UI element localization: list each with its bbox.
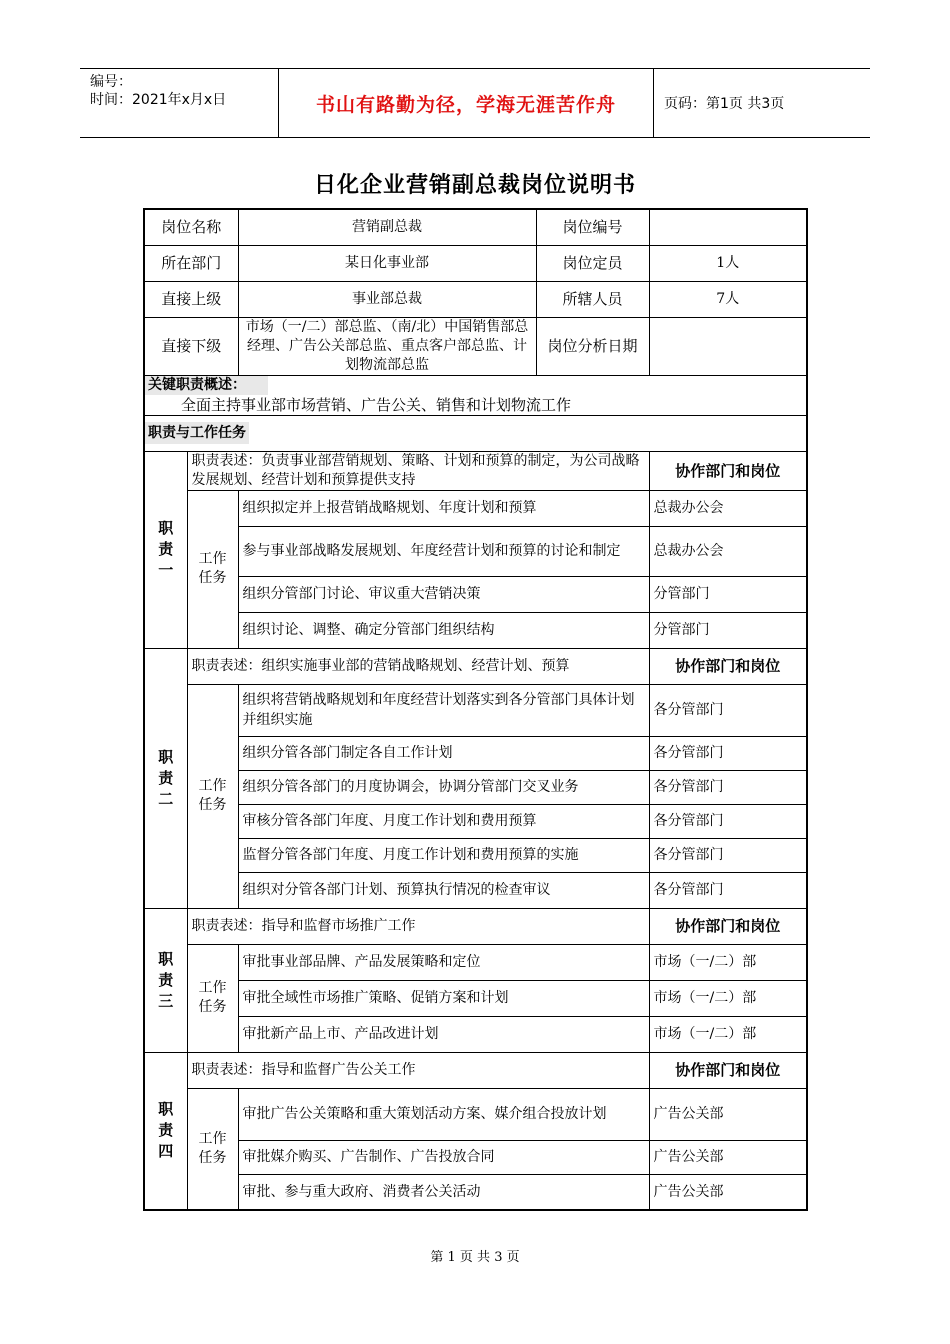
task-dept: 广告公关部 bbox=[649, 1174, 807, 1210]
label-subordinates-count: 所辖人员 bbox=[536, 281, 649, 317]
summary-text: 全面主持事业部市场营销、广告公关、销售和计划物流工作 bbox=[181, 395, 572, 414]
page-footer: 第 1 页 共 3 页 bbox=[430, 1250, 520, 1265]
duty-name-text: 职责三 bbox=[158, 949, 174, 1010]
task-dept: 总裁办公会 bbox=[649, 526, 807, 576]
task-dept: 分管部门 bbox=[649, 612, 807, 648]
row-position-name bbox=[144, 209, 807, 245]
duties-heading: 职责与工作任务 bbox=[145, 422, 249, 444]
task-label-cell bbox=[187, 490, 238, 648]
task-text: 审批媒介购买、广告制作、广告投放合同 bbox=[238, 1140, 649, 1174]
page-header bbox=[80, 68, 870, 138]
task-label: 工作任务 bbox=[198, 551, 227, 586]
task-text: 组织将营销战略规划和年度经营计划落实到各分管部门具体计划并组织实施 bbox=[238, 684, 649, 736]
task-dept: 广告公关部 bbox=[649, 1088, 807, 1140]
number-label: 编号： bbox=[90, 74, 132, 90]
task-text: 参与事业部战略发展规划、年度经营计划和预算的讨论和制定 bbox=[238, 526, 649, 576]
task-dept: 分管部门 bbox=[649, 576, 807, 612]
label-superior: 直接上级 bbox=[144, 281, 238, 317]
motto: 书山有路勤为径，学海无涯苦作舟 bbox=[278, 69, 654, 137]
duty-name-text: 职责四 bbox=[158, 1100, 174, 1161]
row-summary bbox=[144, 375, 807, 415]
task-label: 工作任务 bbox=[198, 1130, 227, 1166]
page-info: 页码：第1页 共3页 bbox=[664, 96, 785, 112]
task-row bbox=[144, 804, 807, 838]
task-dept: 各分管部门 bbox=[649, 804, 807, 838]
task-row bbox=[144, 872, 807, 908]
task-dept: 各分管部门 bbox=[649, 684, 807, 736]
value-headcount: 1人 bbox=[649, 245, 807, 281]
task-text: 审核分管各部门年度、月度工作计划和费用预算 bbox=[238, 804, 649, 838]
task-row bbox=[144, 1140, 807, 1174]
task-row bbox=[144, 770, 807, 804]
task-text: 监督分管各部门年度、月度工作计划和费用预算的实施 bbox=[238, 838, 649, 872]
task-text: 审批全域性市场推广策略、促销方案和计划 bbox=[238, 980, 649, 1016]
label-analysis-date: 岗位分析日期 bbox=[536, 317, 649, 375]
label-position-name: 岗位名称 bbox=[144, 209, 238, 245]
duty-description: 职责表述：负责事业部营销规划、策略、计划和预算的制定，为公司战略发展规划、经营计划和预算提供支持 bbox=[187, 451, 649, 490]
summary-label: 关键职责概述： bbox=[145, 376, 268, 395]
value-position-name: 营销副总裁 bbox=[238, 209, 536, 245]
task-row bbox=[144, 1174, 807, 1210]
task-row bbox=[144, 736, 807, 770]
coop-heading: 协作部门和岗位 bbox=[649, 451, 807, 490]
value-analysis-date bbox=[649, 317, 807, 375]
duties-heading-cell bbox=[144, 415, 807, 451]
time-label: 时间：2021年x月x日 bbox=[90, 92, 227, 108]
task-dept: 市场（一/二）部 bbox=[649, 1016, 807, 1052]
task-label: 工作任务 bbox=[198, 980, 227, 1015]
duty-description: 职责表述：组织实施事业部的营销战略规划、经营计划、预算 bbox=[187, 648, 649, 684]
label-department: 所在部门 bbox=[144, 245, 238, 281]
task-row bbox=[144, 838, 807, 872]
task-text: 组织对分管各部门计划、预算执行情况的检查审议 bbox=[238, 872, 649, 908]
header-meta bbox=[80, 69, 278, 137]
task-row bbox=[144, 684, 807, 736]
task-row bbox=[144, 526, 807, 576]
task-row bbox=[144, 576, 807, 612]
coop-heading: 协作部门和岗位 bbox=[649, 1052, 807, 1088]
task-text: 组织分管各部门制定各自工作计划 bbox=[238, 736, 649, 770]
duty-desc-row bbox=[144, 1052, 807, 1088]
value-superior: 事业部总裁 bbox=[238, 281, 536, 317]
job-description-table bbox=[143, 208, 808, 1211]
value-position-number bbox=[649, 209, 807, 245]
duty-name bbox=[144, 908, 187, 1052]
task-dept: 市场（一/二）部 bbox=[649, 980, 807, 1016]
document-title: 日化企业营销副总裁岗位说明书 bbox=[313, 173, 636, 198]
task-text: 组织拟定并上报营销战略规划、年度计划和预算 bbox=[238, 490, 649, 526]
duty-name bbox=[144, 648, 187, 908]
task-text: 组织分管部门讨论、审议重大营销决策 bbox=[238, 576, 649, 612]
duty-desc-row bbox=[144, 648, 807, 684]
task-dept: 市场（一/二）部 bbox=[649, 944, 807, 980]
task-row bbox=[144, 612, 807, 648]
row-superior bbox=[144, 281, 807, 317]
coop-heading: 协作部门和岗位 bbox=[649, 908, 807, 944]
task-text: 审批新产品上市、产品改进计划 bbox=[238, 1016, 649, 1052]
task-dept: 各分管部门 bbox=[649, 736, 807, 770]
label-position-number: 岗位编号 bbox=[536, 209, 649, 245]
duty-name bbox=[144, 1052, 187, 1210]
label-headcount: 岗位定员 bbox=[536, 245, 649, 281]
task-dept: 各分管部门 bbox=[649, 838, 807, 872]
task-label-cell bbox=[187, 944, 238, 1052]
task-row bbox=[144, 490, 807, 526]
task-row bbox=[144, 1088, 807, 1140]
duty-description: 职责表述：指导和监督广告公关工作 bbox=[187, 1052, 649, 1088]
duty-name-text: 职责二 bbox=[158, 747, 174, 808]
task-label: 工作任务 bbox=[198, 778, 227, 813]
task-text: 审批、参与重大政府、消费者公关活动 bbox=[238, 1174, 649, 1210]
task-text: 审批广告公关策略和重大策划活动方案、媒介组合投放计划 bbox=[238, 1088, 649, 1140]
task-dept: 各分管部门 bbox=[649, 770, 807, 804]
duty-description: 职责表述：指导和监督市场推广工作 bbox=[187, 908, 649, 944]
value-subordinates: 市场（一/二）部总监、（南/北）中国销售部总经理、广告公关部总监、重点客户部总监、计划物流部总监 bbox=[238, 317, 536, 375]
task-dept: 各分管部门 bbox=[649, 872, 807, 908]
task-row bbox=[144, 944, 807, 980]
coop-heading: 协作部门和岗位 bbox=[649, 648, 807, 684]
duty-desc-row bbox=[144, 451, 807, 490]
task-row bbox=[144, 1016, 807, 1052]
label-subordinates: 直接下级 bbox=[144, 317, 238, 375]
task-dept: 广告公关部 bbox=[649, 1140, 807, 1174]
task-dept: 总裁办公会 bbox=[649, 490, 807, 526]
row-subordinates bbox=[144, 317, 807, 375]
duty-name-text: 职责一 bbox=[158, 519, 174, 579]
task-label-cell bbox=[187, 1088, 238, 1210]
summary-cell bbox=[144, 375, 807, 415]
row-duties-heading bbox=[144, 415, 807, 451]
task-text: 组织讨论、调整、确定分管部门组织结构 bbox=[238, 612, 649, 648]
duty-desc-row bbox=[144, 908, 807, 944]
value-department: 某日化事业部 bbox=[238, 245, 536, 281]
value-subordinates-count: 7人 bbox=[649, 281, 807, 317]
task-text: 审批事业部品牌、产品发展策略和定位 bbox=[238, 944, 649, 980]
row-department bbox=[144, 245, 807, 281]
duty-name bbox=[144, 451, 187, 648]
task-row bbox=[144, 980, 807, 1016]
task-label-cell bbox=[187, 684, 238, 908]
task-text: 组织分管各部门的月度协调会，协调分管部门交叉业务 bbox=[238, 770, 649, 804]
